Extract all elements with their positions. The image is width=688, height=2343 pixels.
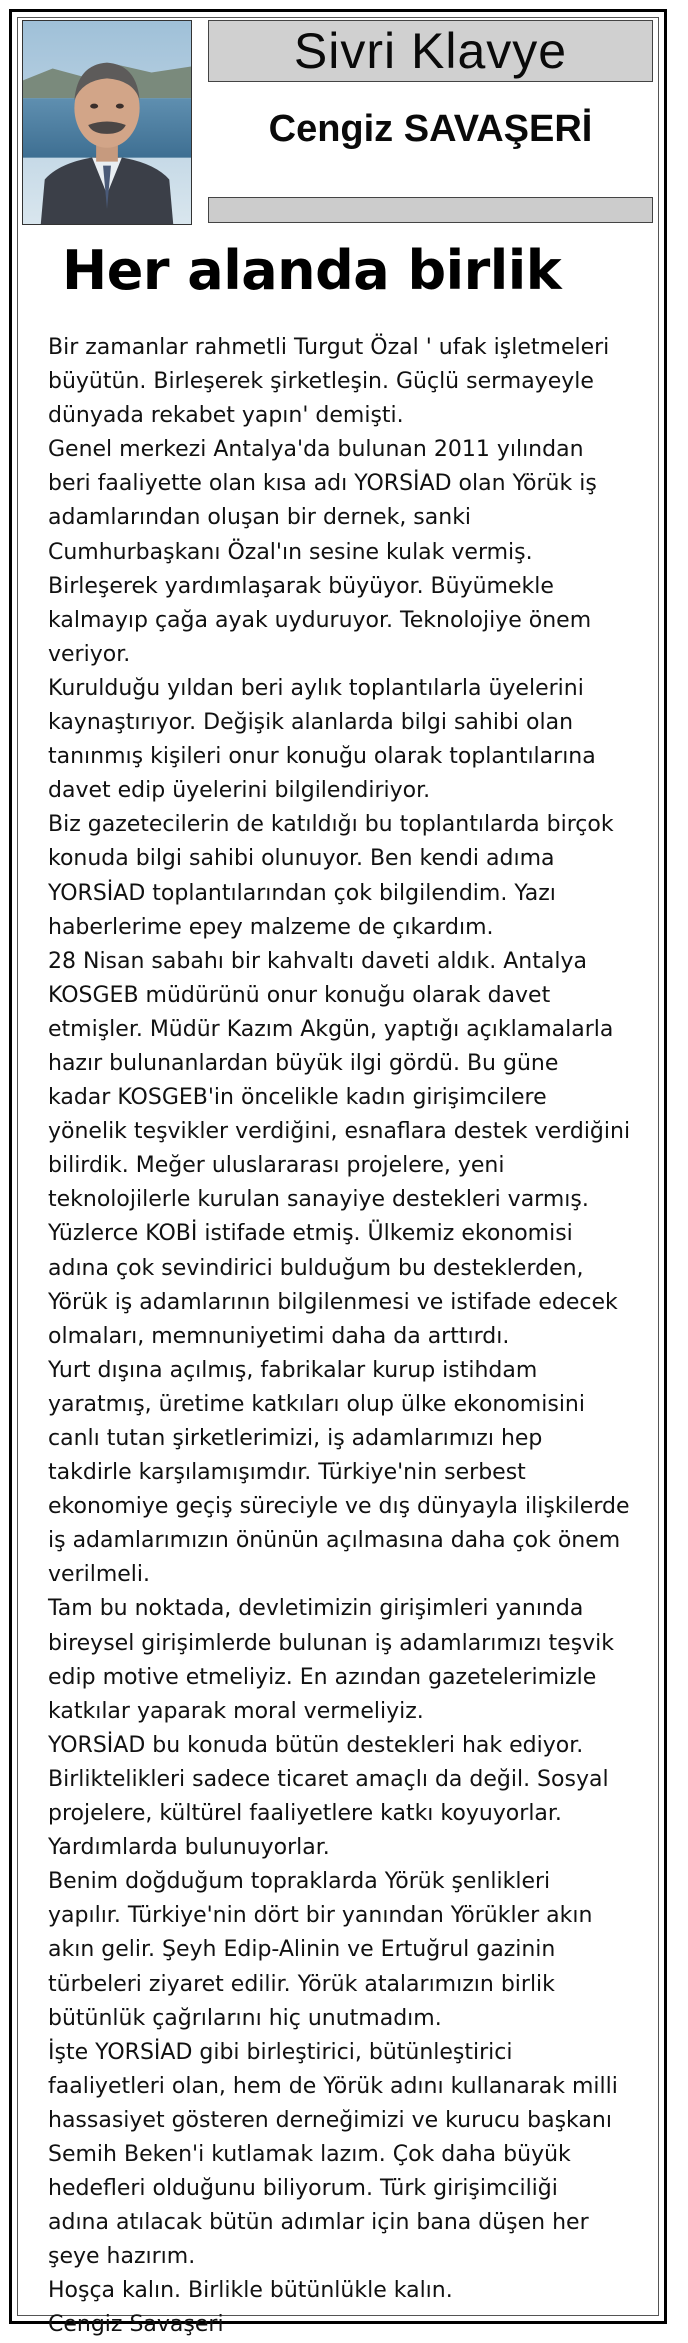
body-line: bilirdik. Meğer uluslararası projelere, yeni xyxy=(48,1153,505,1179)
decorative-bar xyxy=(208,197,653,223)
body-line: yönelik teşvikler verdiğini, esnaflara destek verdiğini xyxy=(48,1119,631,1145)
author-byline: Cengiz SAVAŞERİ xyxy=(268,108,593,150)
body-line: adına çok sevindirici bulduğum bu desteklerden, xyxy=(48,1255,584,1281)
body-line: davet edip üyelerini bilgilendiriyor. xyxy=(48,778,431,804)
body-line: kalmayıp çağa ayak uyduruyor. Teknolojiye önem xyxy=(48,607,592,633)
body-line: Hoşça kalın. Birlikle bütünlükle kalın. xyxy=(48,2278,453,2304)
body-line: edip motive etmeliyiz. En azından gazetelerimizle xyxy=(48,1664,597,1690)
body-line: bireysel girişimlerde bulunan iş adamlarımızı teşvik xyxy=(48,1630,615,1656)
body-line: verilmeli. xyxy=(48,1562,151,1588)
body-line: türbeleri ziyaret edilir. Yörük atalarımızın birlik xyxy=(48,1971,555,1997)
body-line: YORSİAD bu konuda bütün destekleri hak ediyor. xyxy=(48,1732,584,1758)
body-line: Cumhurbaşkanı Özal'ın sesine kulak vermiş. xyxy=(48,539,533,565)
article-body xyxy=(48,331,658,2343)
body-line: Birleşerek yardımlaşarak büyüyor. Büyümekle xyxy=(48,573,554,599)
body-line: tanınmış kişileri onur konuğu olarak toplantılarına xyxy=(48,744,596,770)
body-line: İşte YORSİAD gibi birleştirici, bütünleştirici xyxy=(48,2039,513,2065)
body-line: kadar KOSGEB'in öncelikle kadın girişimcilere xyxy=(48,1085,547,1111)
body-line: yapılır. Türkiye'nin dört bir yanından Yörükler akın xyxy=(48,1903,593,1929)
body-line: adamlarından oluşan bir dernek, sanki xyxy=(48,505,472,531)
column-brand-title: Sivri Klavye xyxy=(293,23,568,79)
body-line: olmaları, memnuniyetimi daha da arttırdı. xyxy=(48,1323,510,1349)
body-line: Yüzlerce KOBİ istifade etmiş. Ülkemiz ekonomisi xyxy=(48,1221,573,1247)
body-line: Biz gazetecilerin de katıldığı bu toplantılarda birçok xyxy=(48,812,614,838)
body-line: büyütün. Birleşerek şirketleşin. Güçlü sermayeyle xyxy=(48,369,594,395)
body-line: dünyada rekabet yapın' demişti. xyxy=(48,403,404,429)
article-headline: Her alanda birlik xyxy=(62,239,562,302)
body-line: hedefleri olduğunu biliyorum. Türk girişimciliği xyxy=(48,2176,558,2202)
body-line: haberlerime epey malzeme de çıkardım. xyxy=(48,914,494,940)
body-line: Benim doğduğum topraklarda Yörük şenlikleri xyxy=(48,1869,551,1895)
body-line: Yörük iş adamlarının bilgilenmesi ve istifade edecek xyxy=(48,1289,618,1315)
body-line: Tam bu noktada, devletimizin girişimleri yanında xyxy=(48,1596,584,1622)
body-line: katkılar yaparak moral vermeliyiz. xyxy=(48,1698,424,1724)
body-line: adına atılacak bütün adımlar için bana düşen her xyxy=(48,2210,589,2236)
body-line: hassasiyet gösteren derneğimizi ve kurucu başkanı xyxy=(48,2107,612,2133)
body-line: hazır bulunanlardan büyük ilgi gördü. Bu güne xyxy=(48,1050,559,1076)
body-line: takdirle karşılamışımdır. Türkiye'nin serbest xyxy=(48,1460,526,1486)
body-line: etmişler. Müdür Kazım Akgün, yaptığı açıklamalarla xyxy=(48,1016,614,1042)
body-line: beri faaliyette olan kısa adı YORSİAD olan Yörük iş xyxy=(48,471,597,497)
body-line: Genel merkezi Antalya'da bulunan 2011 yılından xyxy=(48,437,584,463)
body-line: kaynaştırıyor. Değişik alanlarda bilgi sahibi olan xyxy=(48,710,574,736)
body-line: projelere, kültürel faaliyetlere katkı koyuyorlar. xyxy=(48,1801,562,1827)
body-line: ekonomiye geçiş süreciyle ve dış dünyayla ilişkilerde xyxy=(48,1494,630,1520)
body-line: KOSGEB müdürünü onur konuğu olarak davet xyxy=(48,982,551,1008)
body-line: Yurt dışına açılmış, fabrikalar kurup istihdam xyxy=(48,1357,538,1383)
body-line: şeye hazırım. xyxy=(48,2244,196,2270)
body-line: Yardımlarda bulunuyorlar. xyxy=(48,1835,330,1861)
author-photo xyxy=(22,20,192,225)
body-line: Semih Beken'i kutlamak lazım. Çok daha büyük xyxy=(48,2141,571,2167)
body-line: yaratmış, üretime katkıları olup ülke ekonomisini xyxy=(48,1391,585,1417)
body-line: Kurulduğu yıldan beri aylık toplantılarla üyelerini xyxy=(48,675,584,701)
author-signature: Cengiz Savaşeri xyxy=(48,2312,224,2338)
body-line: YORSİAD toplantılarından çok bilgilendim. Yazı xyxy=(48,880,556,906)
body-line: bütünlük çağrılarını hiç unutmadım. xyxy=(48,2005,442,2031)
body-line: 28 Nisan sabahı bir kahvaltı daveti aldık. Antalya xyxy=(48,948,587,974)
body-line: canlı tutan şirketlerimizi, iş adamlarımızı hep xyxy=(48,1426,543,1451)
body-line: teknolojilerle kurulan sanayiye destekleri varmış. xyxy=(48,1187,589,1213)
body-line: iş adamlarımızın önünün açılmasına daha çok önem xyxy=(48,1528,621,1554)
body-line: Bir zamanlar rahmetli Turgut Özal ' ufak işletmeleri xyxy=(48,335,610,360)
body-line: faaliyetleri olan, hem de Yörük adını kullanarak milli xyxy=(48,2073,618,2099)
body-line: akın gelir. Şeyh Edip-Alinin ve Ertuğrul gazinin xyxy=(48,1937,556,1963)
body-line: veriyor. xyxy=(48,641,131,667)
body-line: Birliktelikleri sadece ticaret amaçlı da değil. Sosyal xyxy=(48,1766,609,1792)
column-brand-banner xyxy=(208,20,653,82)
body-line: konuda bilgi sahibi olunuyor. Ben kendi adıma xyxy=(48,846,555,872)
